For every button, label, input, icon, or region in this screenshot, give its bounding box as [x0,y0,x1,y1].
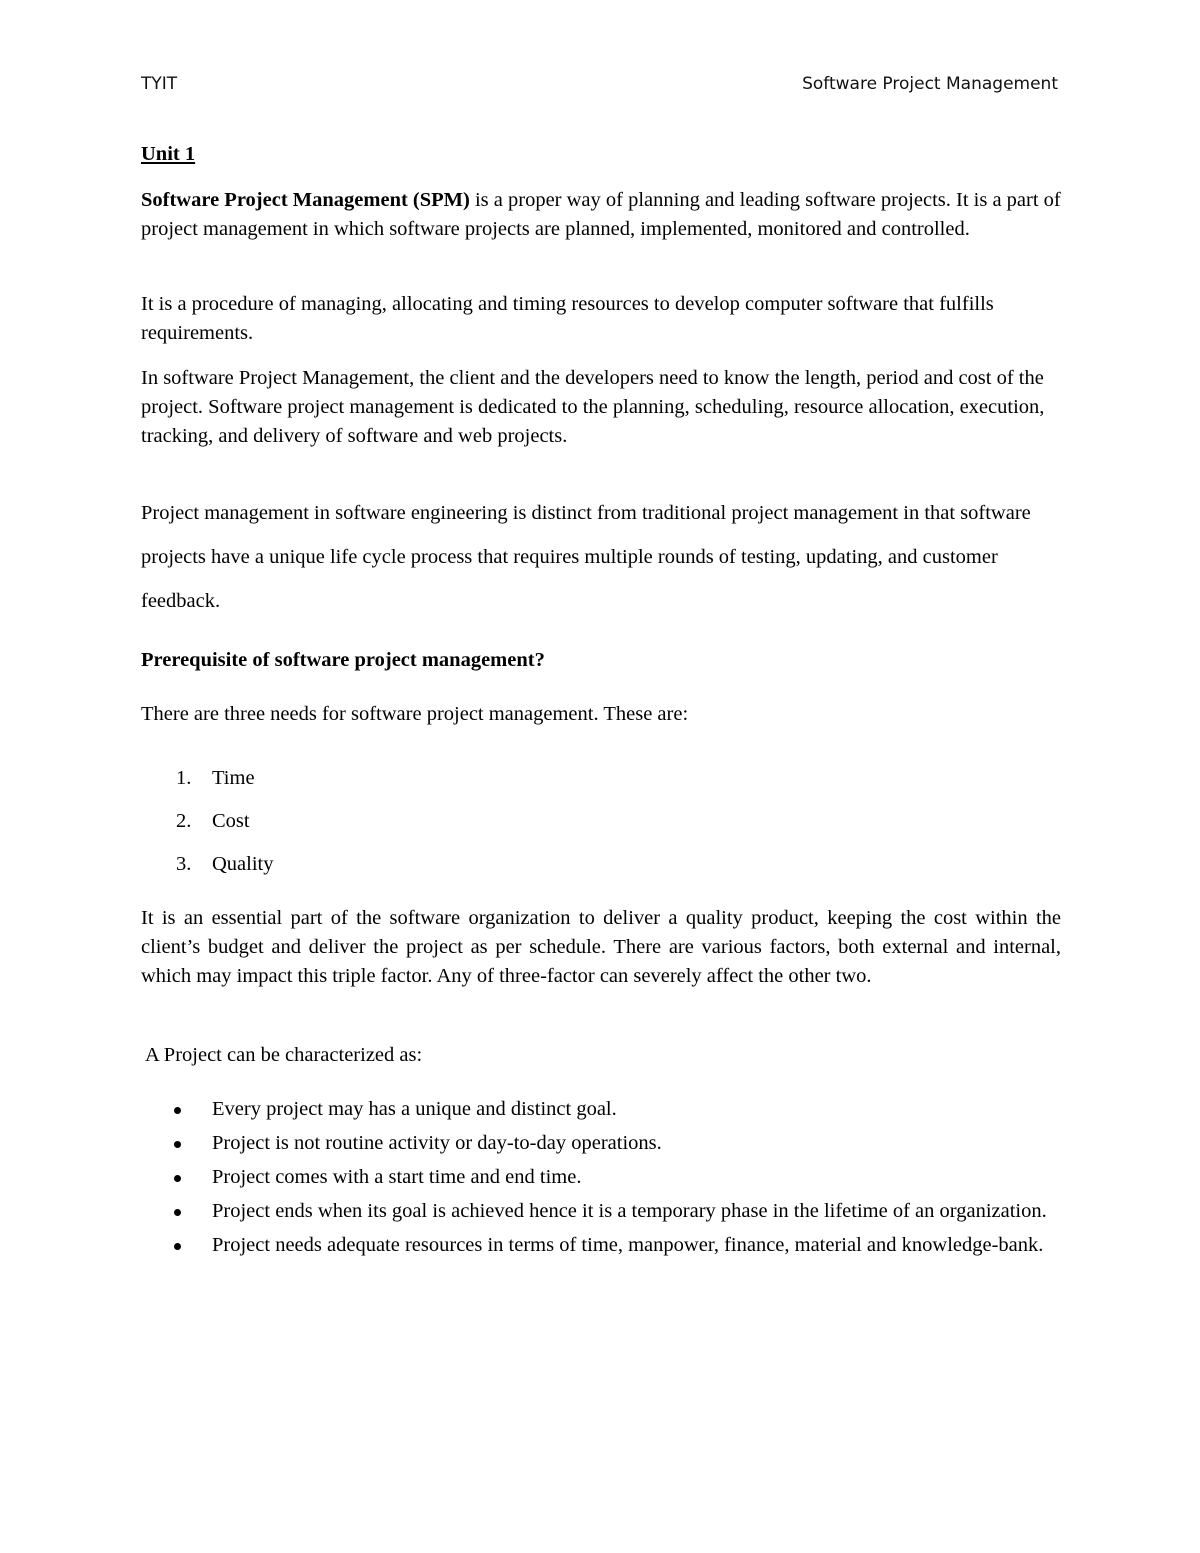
traits-list [141,1095,1061,1265]
unit-title: Unit 1 [141,143,196,165]
list-number: 2. [176,810,192,832]
paragraph-procedure: It is a procedure of managing, allocating and timing resources to develop computer software that fulfills requirements. [141,293,994,344]
list-number: 3. [176,853,192,875]
needs-intro: There are three needs for software project management. These are: [141,703,689,725]
paragraph-essential: It is an essential part of the software organization to deliver a quality product, keeping the cost within the client’s budget and deliver the project as per schedule. There are various factors, both external and internal, which may impact this triple factor. Any of three-factor can severely affect the other two. [141,907,1061,987]
needs-list [141,764,274,893]
header-right: Software Project Management [802,74,1058,94]
list-item-text: Project is not routine activity or day-to-day operations. [212,1132,662,1154]
list-item-text: Every project may has a unique and distinct goal. [212,1098,617,1120]
prerequisite-heading: Prerequisite of software project management? [141,649,545,671]
header-left: TYIT [141,74,178,94]
list-item-text: Project comes with a start time and end time. [212,1166,582,1188]
list-item [141,850,274,893]
list-item-text: Project needs adequate resources in terms of time, manpower, finance, material and knowledge-bank. [212,1234,1044,1256]
spm-definition-text: is a proper way of planning and leading software projects. It is a part of project management in which software projects are planned, implemented, monitored and controlled. [141,189,1061,240]
bullet-icon [174,1107,181,1114]
spm-term: Software Project Management (SPM) [141,189,470,211]
list-item [141,1197,1061,1226]
list-item [141,764,274,807]
bullet-icon [174,1141,181,1148]
list-item [141,1129,1061,1158]
list-item-text: Project ends when its goal is achieved hence it is a temporary phase in the lifetime of an organization. [212,1200,1047,1222]
paragraph-spm-definition [141,186,1061,244]
bullet-icon [174,1243,181,1250]
bullet-icon [174,1209,181,1216]
characterized-intro: A Project can be characterized as: [145,1044,423,1066]
paragraph-distinct: Project management in software engineering is distinct from traditional project management in that software projects have a unique life cycle process that requires multiple rounds of testing, updating, and customer feedback. [141,502,1031,612]
list-item-label: Quality [212,853,274,875]
list-item-label: Cost [212,810,250,832]
paragraph-client: In software Project Management, the client and the developers need to know the length, period and cost of the project. Software project management is dedicated to the planning, scheduling, resource allocation, execution, tracking, and delivery of software and web projects. [141,367,1045,447]
bullet-icon [174,1175,181,1182]
list-item [141,807,274,850]
list-item-label: Time [212,767,255,789]
list-item [141,1163,1061,1192]
list-item [141,1095,1061,1124]
list-item [141,1231,1061,1260]
list-number: 1. [176,767,192,789]
